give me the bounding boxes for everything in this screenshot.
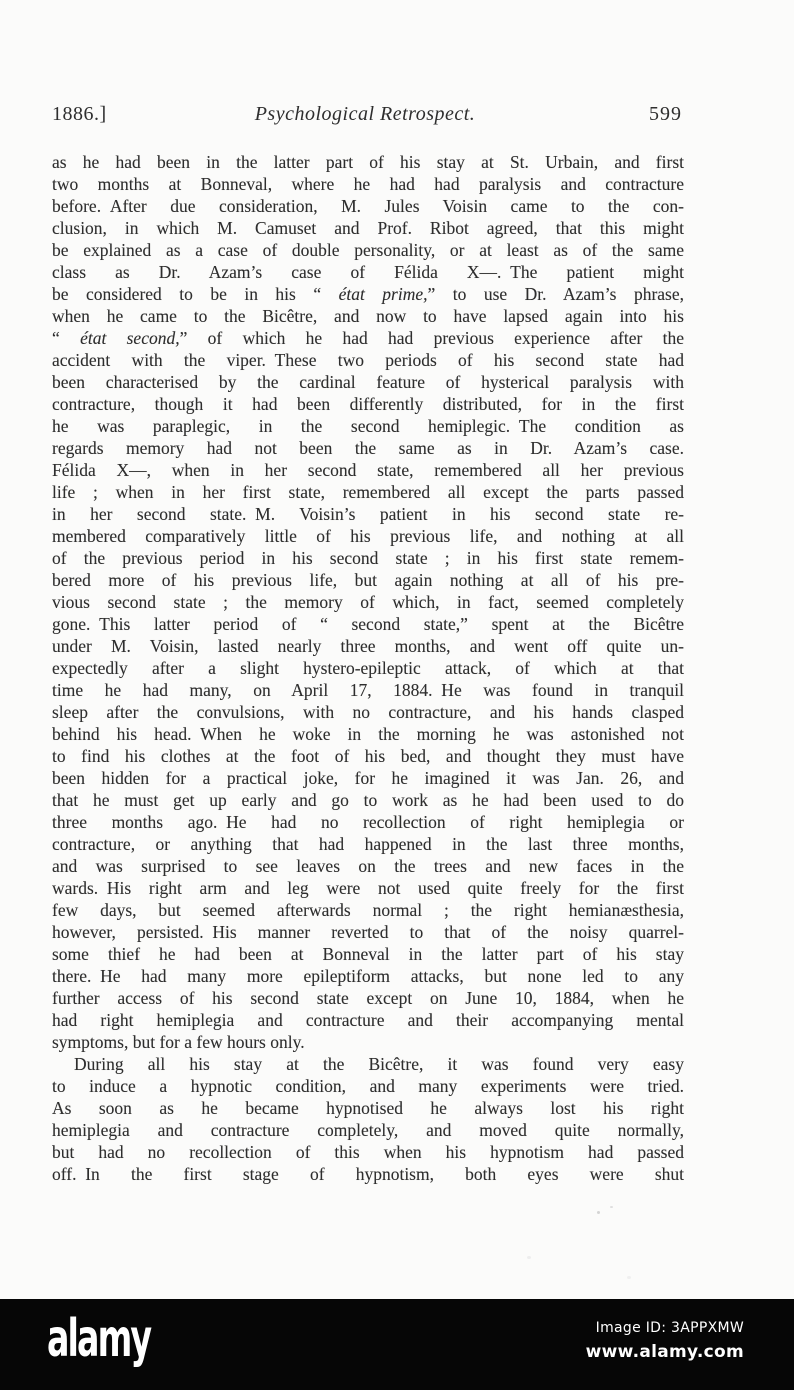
text-segment: gone. This latter period of “ second state,” spent at the Bicêtre	[52, 614, 684, 634]
text-segment: however, persisted. His manner reverted to that of the noisy quarrel-	[52, 922, 684, 942]
body-line	[52, 547, 684, 569]
body-line	[52, 415, 684, 437]
text-segment: be considered to be in his “	[52, 284, 339, 304]
body-line	[52, 481, 684, 503]
body-line	[52, 745, 684, 767]
body-line	[52, 723, 684, 745]
body-line	[52, 679, 684, 701]
body-line	[52, 261, 684, 283]
text-segment: before. After due consideration, M. Jules Voisin came to the con-	[52, 196, 684, 216]
body-line	[52, 283, 684, 305]
text-segment: under M. Voisin, lasted nearly three months, and went off quite un-	[52, 636, 684, 656]
text-segment: ” to use Dr. Azam’s phrase,	[427, 284, 684, 304]
text-segment: of the previous period in his second state ; in his first state remem-	[52, 548, 684, 568]
body-line	[52, 173, 684, 195]
text-segment: accident with the viper. These two periods of his second state had	[52, 350, 684, 370]
body-line	[52, 437, 684, 459]
text-segment: when he came to the Bicêtre, and now to have lapsed again into his	[52, 306, 684, 326]
body-line	[52, 877, 684, 899]
body-line	[52, 195, 684, 217]
scan-speck	[597, 1211, 600, 1214]
body-line	[52, 767, 684, 789]
body-line	[52, 1075, 684, 1097]
body-line	[52, 855, 684, 877]
body-line	[52, 701, 684, 723]
body-line	[52, 305, 684, 327]
header-page-number: 599	[649, 103, 682, 125]
scan-speck	[610, 1206, 613, 1208]
text-segment: contracture, or anything that had happened in the last three months,	[52, 834, 684, 854]
text-segment: vious second state ; the memory of which, in fact, seemed completely	[52, 592, 684, 612]
text-segment: some thief he had been at Bonneval in the latter part of his stay	[52, 944, 684, 964]
body-line	[52, 657, 684, 679]
image-id-text: Image ID: 3APPXMW	[595, 1320, 744, 1336]
running-head	[0, 103, 794, 131]
text-segment: class as Dr. Azam’s case of Félida X—. The patient might	[52, 262, 684, 282]
text-segment: that he must get up early and go to work as he had been used to do	[52, 790, 684, 810]
body-line	[52, 1163, 684, 1185]
text-segment: two months at Bonneval, where he had had paralysis and contracture	[52, 174, 684, 194]
italic-text-segment: état second,	[80, 328, 180, 348]
text-segment: be explained as a case of double personality, or at least as of the same	[52, 240, 684, 260]
body-line	[52, 569, 684, 591]
text-segment: As soon as he became hypnotised he always lost his right	[52, 1098, 684, 1118]
text-segment: further access of his second state except on June 10, 1884, when he	[52, 988, 684, 1008]
text-segment: expectedly after a slight hystero-epileptic attack, of which at that	[52, 658, 684, 678]
body-line	[52, 613, 684, 635]
text-segment: symptoms, but for a few hours only.	[52, 1032, 305, 1052]
text-segment: and was surprised to see leaves on the trees and new faces in the	[52, 856, 684, 876]
body-line	[52, 217, 684, 239]
text-segment: there. He had many more epileptiform attacks, but none led to any	[52, 966, 684, 986]
text-segment: he was paraplegic, in the second hemiplegic. The condition as	[52, 416, 684, 436]
alamy-url-text: www.alamy.com	[585, 1342, 744, 1362]
text-segment: contracture, though it had been differently distributed, for in the first	[52, 394, 684, 414]
body-line	[52, 1141, 684, 1163]
body-line	[52, 899, 684, 921]
watermark-bar	[0, 1299, 794, 1390]
text-segment: hemiplegia and contracture completely, and moved quite normally,	[52, 1120, 684, 1140]
body-line	[52, 371, 684, 393]
body-line	[52, 921, 684, 943]
text-segment: Félida X—, when in her second state, remembered all her previous	[52, 460, 684, 480]
text-segment: three months ago. He had no recollection of right hemiplegia or	[52, 812, 684, 832]
text-segment: membered comparatively little of his previous life, and nothing at all	[52, 526, 684, 546]
body-line	[52, 525, 684, 547]
header-title: Psychological Retrospect.	[254, 103, 476, 125]
body-line	[52, 151, 684, 173]
text-segment: ” of which he had had previous experience after the	[179, 328, 684, 348]
body-line	[52, 393, 684, 415]
text-segment: life ; when in her first state, remembered all except the parts passed	[52, 482, 684, 502]
italic-text-segment: état prime,	[338, 284, 428, 304]
alamy-logo: alamy	[47, 1309, 151, 1369]
body-line	[52, 833, 684, 855]
image-credit-block	[586, 1319, 744, 1363]
body-line	[52, 327, 684, 349]
body-line	[52, 987, 684, 1009]
body-line	[52, 635, 684, 657]
body-line	[52, 1053, 684, 1075]
body-line	[52, 459, 684, 481]
text-segment: been characterised by the cardinal feature of hysterical paralysis with	[52, 372, 684, 392]
text-segment: off. In the first stage of hypnotism, both eyes were shut	[52, 1164, 684, 1184]
text-segment: bered more of his previous life, but again nothing at all of his pre-	[52, 570, 684, 590]
text-segment: behind his head. When he woke in the morning he was astonished not	[52, 724, 684, 744]
text-segment: wards. His right arm and leg were not used quite freely for the first	[52, 878, 684, 898]
text-segment: to induce a hypnotic condition, and many experiments were tried.	[52, 1076, 684, 1096]
text-segment: in her second state. M. Voisin’s patient in his second state re-	[52, 504, 684, 524]
header-year: 1886.]	[52, 103, 107, 125]
body-line	[52, 239, 684, 261]
text-segment: as he had been in the latter part of his stay at St. Urbain, and first	[52, 152, 684, 172]
text-segment: clusion, in which M. Camuset and Prof. Ribot agreed, that this might	[52, 218, 684, 238]
text-segment: had right hemiplegia and contracture and their accompanying mental	[52, 1010, 684, 1030]
scan-speck	[627, 1276, 631, 1279]
text-segment: few days, but seemed afterwards normal ; the right hemianæsthesia,	[52, 900, 684, 920]
text-segment: “	[52, 328, 81, 348]
text-segment: During all his stay at the Bicêtre, it was found very easy	[74, 1054, 684, 1074]
text-segment: but had no recollection of this when his hypnotism had passed	[52, 1142, 684, 1162]
body-line	[52, 811, 684, 833]
body-line	[52, 789, 684, 811]
text-segment: been hidden for a practical joke, for he imagined it was Jan. 26, and	[52, 768, 684, 788]
text-segment: sleep after the convulsions, with no contracture, and his hands clasped	[52, 702, 684, 722]
body-line	[52, 943, 684, 965]
body-line	[52, 1031, 684, 1053]
body-line	[52, 1009, 684, 1031]
text-segment: to find his clothes at the foot of his bed, and thought they must have	[52, 746, 684, 766]
body-line	[52, 1119, 684, 1141]
body-line	[52, 503, 684, 525]
body-line	[52, 591, 684, 613]
page-body-text	[52, 151, 684, 1185]
text-segment: regards memory had not been the same as in Dr. Azam’s case.	[52, 438, 684, 458]
body-line	[52, 1097, 684, 1119]
scan-speck	[527, 1256, 531, 1259]
body-line	[52, 349, 684, 371]
body-line	[52, 965, 684, 987]
text-segment: time he had many, on April 17, 1884. He was found in tranquil	[52, 680, 684, 700]
